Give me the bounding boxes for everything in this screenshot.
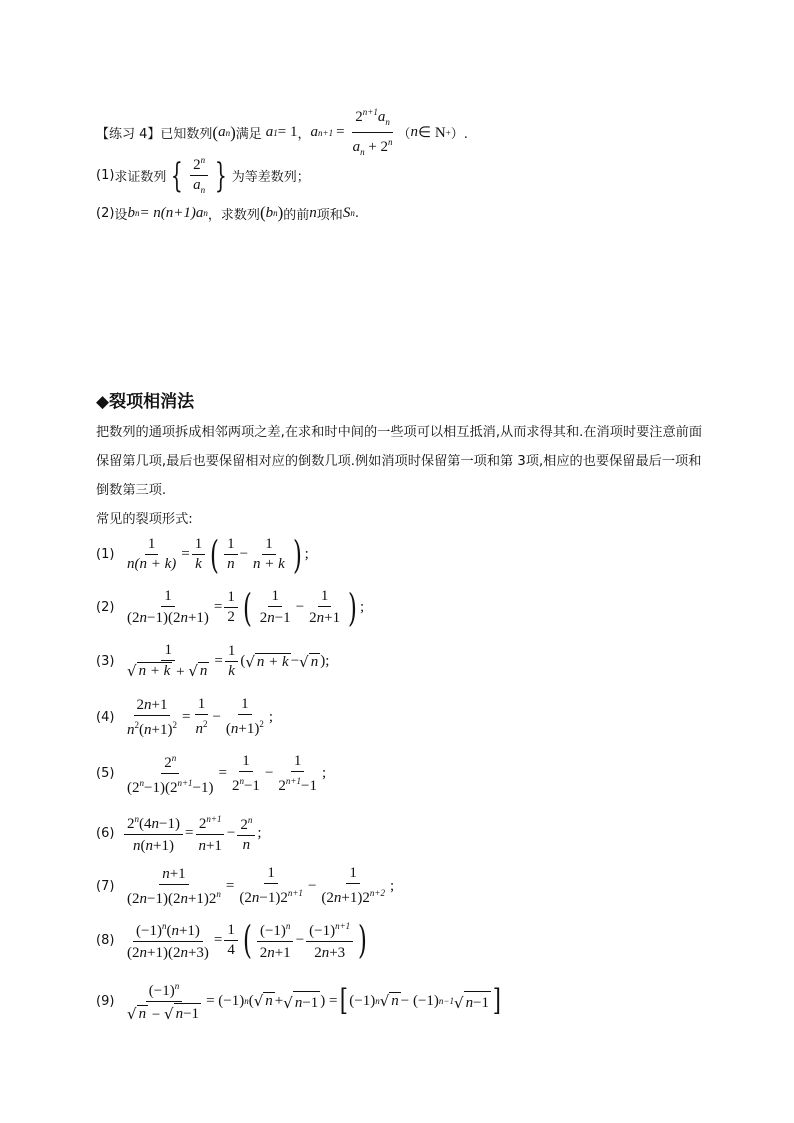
part2-b: b [127,204,135,221]
part2-def: = n(n+1)a [139,204,204,221]
exercise-intro: 已知数列 [160,127,213,142]
rec-den-a: a [352,139,361,155]
brace-close: } [214,155,227,196]
part2-text-b: ，求数列 [207,207,260,223]
formula-5: (5) $\frac{2^n}{(2^n-1)(2^{n+1}-1)}$ = $\frac{1}{2^n-1}$ − $\frac{1}{2^{n+1}-1}$ ; [96,750,326,797]
cond-n: n [410,124,419,140]
seq-a: a [218,124,226,140]
formula-3: (3) 1 √ n + k + √ n = $\frac{1}{k}$ ( √ n + k − √ n ); [96,642,330,680]
rec-num-a-sub: n [385,117,390,127]
satisfies-text: 满足 [235,127,262,142]
formula-index: (8) [96,932,115,948]
part2-def-sub: n [203,208,208,218]
cond-in: ∈ N [418,125,446,141]
part2-index: (2) [96,205,115,221]
formula-index: (6) [96,825,115,841]
part1-num-base: 2 [193,157,201,173]
a1-lhs: a [265,124,274,140]
rec-den-plus: + 2 [364,139,389,155]
part-1 [96,152,310,199]
brace-open: { [171,155,184,196]
formula-index: (1) [96,547,115,562]
part2-S: S [342,204,351,221]
part2-seq: b [265,204,274,221]
part2-b-sub: n [134,208,140,218]
formula-2: (2) $\frac{1}{(2n-1)(2n+1)}$ = $\frac{1}{2}$ ( $\frac{1}{2n-1}$ − $\frac{1}{2n+1}$ ) ; [96,585,365,630]
seq-a-sub: n [225,127,231,138]
cond-close: ）. [450,127,468,142]
part2-n: n [309,204,317,221]
formula-index: (4) [96,709,115,725]
formula-index: (2) [96,600,115,615]
paren-close: ) [230,122,236,142]
part1-num-exp: n [200,155,206,165]
part1-index: (1) [96,168,115,183]
rec-num-base: 2 [355,109,363,125]
formula-9: (9) $(-1)^n$ √ n − √ n−1 = (−1) n ( √ n + √ n−1 ) = [ (−1) n √ n − (−1) n−1 √ n−1 ] [96,978,503,1024]
formula-4: (4) $\frac{2n+1}{n^2(n+1)^2}$ = $\frac{1}{n^2}$ − $\frac{1}{(n+1)^2}$ ; [96,696,274,738]
part1-text-a: 求证数列 [114,170,167,185]
part1-fraction [190,152,208,199]
comma: ， [297,127,311,142]
formula-6: (6) $\frac{2^n(4n-1)}{n(n+1)}$ = $\frac{2^{n+1}}{n+1}$ − $\frac{2^n}{n}$ ; [96,811,262,855]
part1-text-b: 为等差数列； [231,170,310,185]
rec-eq: = [336,124,345,140]
rec-den-a-sub: n [360,147,365,157]
part2-end: . [354,205,359,221]
a1-sub: 1 [273,127,278,138]
section-heading: ◆裂项相消法 [96,392,195,412]
part2-text-d: 项和 [316,207,343,223]
a1-rhs: = 1 [277,124,298,140]
rec-lhs-sub: n+1 [318,127,334,138]
formula-index: (9) [96,993,115,1009]
part2-text-c: 的前 [283,207,310,223]
formula-index: (5) [96,766,115,781]
rec-num-exp: n+1 [362,107,378,117]
part1-den-sub: n [200,185,206,195]
part2-S-sub: n [350,208,355,218]
cond-sub: + [445,127,451,138]
formula-7: (7) $\frac{n+1}{(2n-1)(2n+1)2^n}$ = $\frac{1}{(2n-1)2^{n+1}}$ − $\frac{1}{(2n+1)2^{n+2}}$ ; [96,865,395,907]
part1-den: a [193,177,201,193]
part2-seq-sub: n [273,208,278,218]
common-forms-label: 常见的裂项形式: [96,512,193,527]
recurrence-fraction [350,104,396,161]
rec-den-exp: n [388,137,393,147]
formula-1: (1) $\frac{1}{n(n + k)}$ = $\frac{1}{k}$ ( $\frac{1}{n}$ − $\frac{1}{n + k}$ ) ; [96,532,309,577]
section-paragraph: 把数列的通项拆成相邻两项之差,在求和时中间的一些项可以相互抵消,从而求得其和.在消项时要注意前面保留第几项,最后也要保留相对应的倒数几项.例如消项时保留第一项和第 3项,相应的也要保留最后一项和倒数第三项. [96,425,703,498]
rec-num-a: a [377,109,386,125]
exercise-label: 【练习 4】 [96,127,161,142]
part2-text-a: 设 [114,207,128,223]
rec-lhs: a [310,124,319,140]
formula-8: (8) $\frac{(-1)^n(n+1)}{(2n+1)(2n+3)}$ = $\frac{1}{4}$ ( $\frac{(-1)^n}{2n+1}$ − $\frac{(-1)^{n+1}}{2n+3}$ ) [96,918,368,962]
part-2: (2) 设 b n = n(n+1)a n ，求数列 ( b n ) 的前 n 项和 S n . [96,203,359,223]
formula-index: (7) [96,878,115,894]
cond-open: （ [397,127,411,142]
paren-open: ( [212,122,219,142]
formula-index: (3) [96,654,115,669]
